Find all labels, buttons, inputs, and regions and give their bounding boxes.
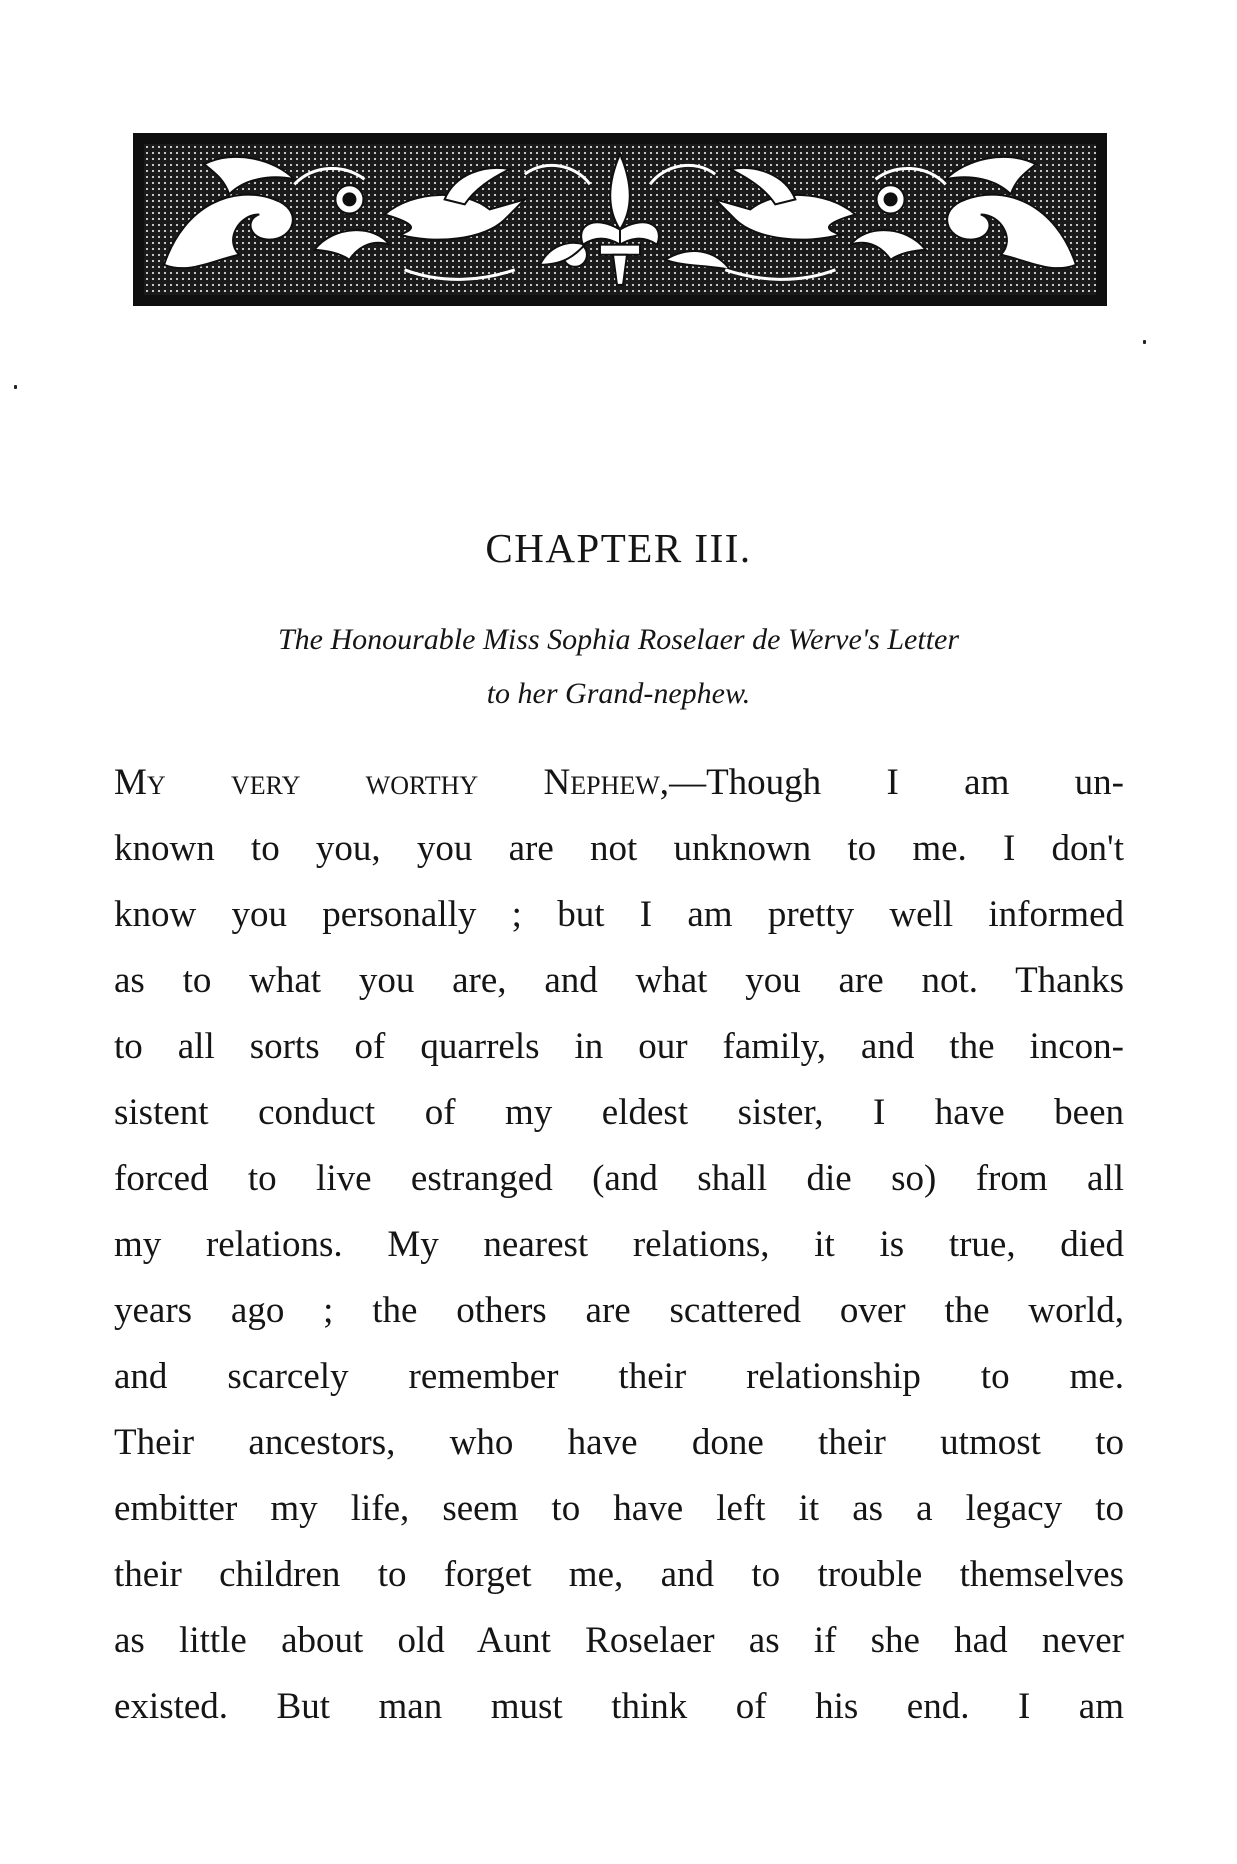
text-line: as little about old Aunt Roselaer as if she had never: [114, 1620, 1124, 1661]
chapter-title: CHAPTER III.: [485, 525, 752, 571]
text-line: existed. But man must think of his end. I am: [114, 1686, 1124, 1727]
text-line: known to you, you are not unknown to me. I don't: [114, 828, 1124, 869]
subtitle-line: to her Grand-nephew.: [486, 677, 751, 710]
text-line: years ago ; the others are scattered over the world,: [114, 1290, 1124, 1331]
text-line: as to what you are, and what you are not. Thanks: [114, 960, 1124, 1001]
floral-ornament-icon: [144, 144, 1096, 295]
text-line: [114, 750, 1124, 816]
text-line: their children to forget me, and to trouble themselves: [114, 1554, 1124, 1595]
text-line: embitter my life, seem to have left it as a legacy to: [114, 1488, 1124, 1529]
text-line: and scarcely remember their relationship to me.: [114, 1356, 1124, 1397]
print-speck: [1143, 340, 1146, 344]
chapter-subtitle: [110, 613, 1127, 721]
subtitle-line: The Honourable Miss Sophia Roselaer de Werve's Letter: [277, 623, 960, 656]
text-line: know you personally ; but I am pretty well informed: [114, 894, 1124, 935]
ornamental-headpiece: [133, 133, 1107, 306]
salutation: My very worthy Nephew,: [114, 762, 670, 803]
text-line: my relations. My nearest relations, it is true, died: [114, 1224, 1124, 1265]
text-line: Their ancestors, who have done their utmost to: [114, 1422, 1124, 1463]
text-line-rest: —Though I am un-: [669, 762, 1125, 803]
letter-body: [114, 750, 1124, 1740]
text-line: to all sorts of quarrels in our family, and the incon-: [114, 1026, 1124, 1067]
print-speck: [14, 385, 17, 389]
text-line: forced to live estranged (and shall die so) from all: [114, 1158, 1124, 1199]
text-line: sistent conduct of my eldest sister, I have been: [114, 1092, 1124, 1133]
